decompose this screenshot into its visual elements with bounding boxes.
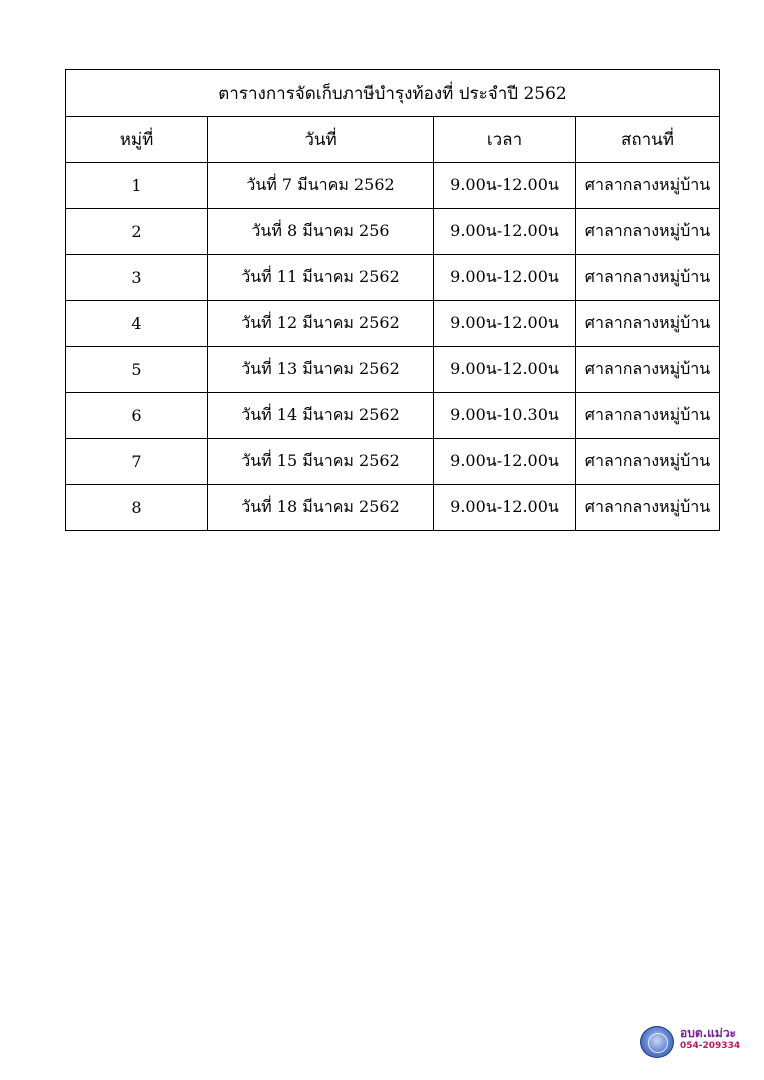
- date-cell: วันที่ 8 มีนาคม 256: [208, 209, 434, 255]
- organization-logo: [640, 1024, 750, 1058]
- village-cell: 5: [66, 347, 208, 393]
- village-cell: 3: [66, 255, 208, 301]
- header-row: [66, 117, 720, 163]
- logo-phone: 054-209334: [680, 1041, 741, 1051]
- table-row: [66, 163, 720, 209]
- time-cell: 9.00น-12.00น: [434, 163, 576, 209]
- header-village: หมู่ที่: [66, 117, 208, 163]
- date-cell: วันที่ 7 มีนาคม 2562: [208, 163, 434, 209]
- place-cell: ศาลากลางหมู่บ้าน: [576, 485, 720, 531]
- date-cell: วันที่ 14 มีนาคม 2562: [208, 393, 434, 439]
- date-cell: วันที่ 18 มีนาคม 2562: [208, 485, 434, 531]
- header-date: วันที่: [208, 117, 434, 163]
- table-row: [66, 393, 720, 439]
- table-row: [66, 347, 720, 393]
- header-time: เวลา: [434, 117, 576, 163]
- table-title: ตารางการจัดเก็บภาษีบำรุงท้องที่ ประจำปี 2562: [66, 70, 720, 117]
- time-cell: 9.00น-12.00น: [434, 301, 576, 347]
- logo-name: อบต.แม่วะ: [680, 1026, 737, 1040]
- place-cell: ศาลากลางหมู่บ้าน: [576, 393, 720, 439]
- village-cell: 6: [66, 393, 208, 439]
- place-cell: ศาลากลางหมู่บ้าน: [576, 301, 720, 347]
- village-cell: 2: [66, 209, 208, 255]
- time-cell: 9.00น-12.00น: [434, 209, 576, 255]
- date-cell: วันที่ 15 มีนาคม 2562: [208, 439, 434, 485]
- table-row: [66, 439, 720, 485]
- seal-icon: [640, 1026, 674, 1058]
- place-cell: ศาลากลางหมู่บ้าน: [576, 439, 720, 485]
- time-cell: 9.00น-12.00น: [434, 347, 576, 393]
- tax-schedule-table: [65, 69, 720, 531]
- time-cell: 9.00น-12.00น: [434, 485, 576, 531]
- seal-ring: [648, 1033, 668, 1053]
- date-cell: วันที่ 13 มีนาคม 2562: [208, 347, 434, 393]
- village-cell: 1: [66, 163, 208, 209]
- time-cell: 9.00น-10.30น: [434, 393, 576, 439]
- village-cell: 7: [66, 439, 208, 485]
- time-cell: 9.00น-12.00น: [434, 439, 576, 485]
- place-cell: ศาลากลางหมู่บ้าน: [576, 163, 720, 209]
- table-row: [66, 255, 720, 301]
- header-place: สถานที่: [576, 117, 720, 163]
- place-cell: ศาลากลางหมู่บ้าน: [576, 347, 720, 393]
- date-cell: วันที่ 11 มีนาคม 2562: [208, 255, 434, 301]
- village-cell: 4: [66, 301, 208, 347]
- village-cell: 8: [66, 485, 208, 531]
- table-row: [66, 485, 720, 531]
- place-cell: ศาลากลางหมู่บ้าน: [576, 209, 720, 255]
- table-row: [66, 209, 720, 255]
- table-row: [66, 301, 720, 347]
- time-cell: 9.00น-12.00น: [434, 255, 576, 301]
- title-row: [66, 70, 720, 117]
- date-cell: วันที่ 12 มีนาคม 2562: [208, 301, 434, 347]
- place-cell: ศาลากลางหมู่บ้าน: [576, 255, 720, 301]
